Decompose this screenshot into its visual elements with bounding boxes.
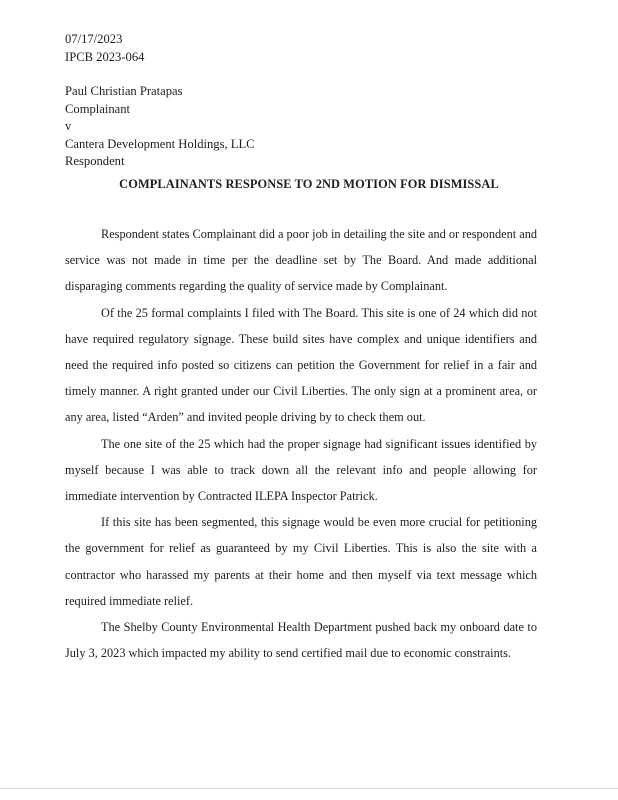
- paragraph: Respondent states Complainant did a poor job in detailing the site and or respondent and service was not made in time per the deadline set by The Board. And made additional disparaging comments regarding the quality of service made by Complainant.: [65, 227, 537, 294]
- respondent-name: Cantera Development Holdings, LLC: [65, 136, 255, 151]
- respondent-label: Respondent: [65, 154, 125, 168]
- complainant-name: Paul Christian Pratapas: [65, 84, 183, 98]
- paragraph: If this site has been segmented, this signage would be even more crucial for petitioning the government for relief as guaranteed by my Civil Liberties. This is also the site with a contractor who harassed my parents at their home and then myself via text message which required immediate relief.: [65, 515, 537, 608]
- paragraph: The one site of the 25 which had the proper signage had significant issues identified by myself because I was able to track down all the relevant info and people allowing for immediate intervention by Contracted ILEPA Inspector Patrick.: [65, 436, 537, 504]
- case-header: [65, 31, 255, 171]
- versus-label: v: [65, 119, 72, 133]
- paragraph: Of the 25 formal complaints I filed with The Board. This site is one of 24 which did not have required regulatory signage. These build sites have complex and unique identifiers and need the required info posted so citizens can petition the Government for relief in a fair and timely manner. A right granted under our Civil Liberties. The only sign at a prominent area, or any area, listed “Arden” and invited people driving by to check them out.: [65, 305, 537, 425]
- page-bottom-edge: [0, 788, 618, 789]
- document-title: COMPLAINANTS RESPONSE TO 2ND MOTION FOR DISMISSAL: [119, 177, 499, 191]
- document-body: [65, 221, 537, 666]
- filing-date: 07/17/2023: [65, 32, 123, 46]
- case-number: IPCB 2023-064: [65, 49, 145, 64]
- complainant-label: Complainant: [65, 101, 131, 116]
- paragraph: The Shelby County Environmental Health Department pushed back my onboard date to July 3, 2023 which impacted my ability to send certified mail due to economic constraints.: [65, 620, 537, 661]
